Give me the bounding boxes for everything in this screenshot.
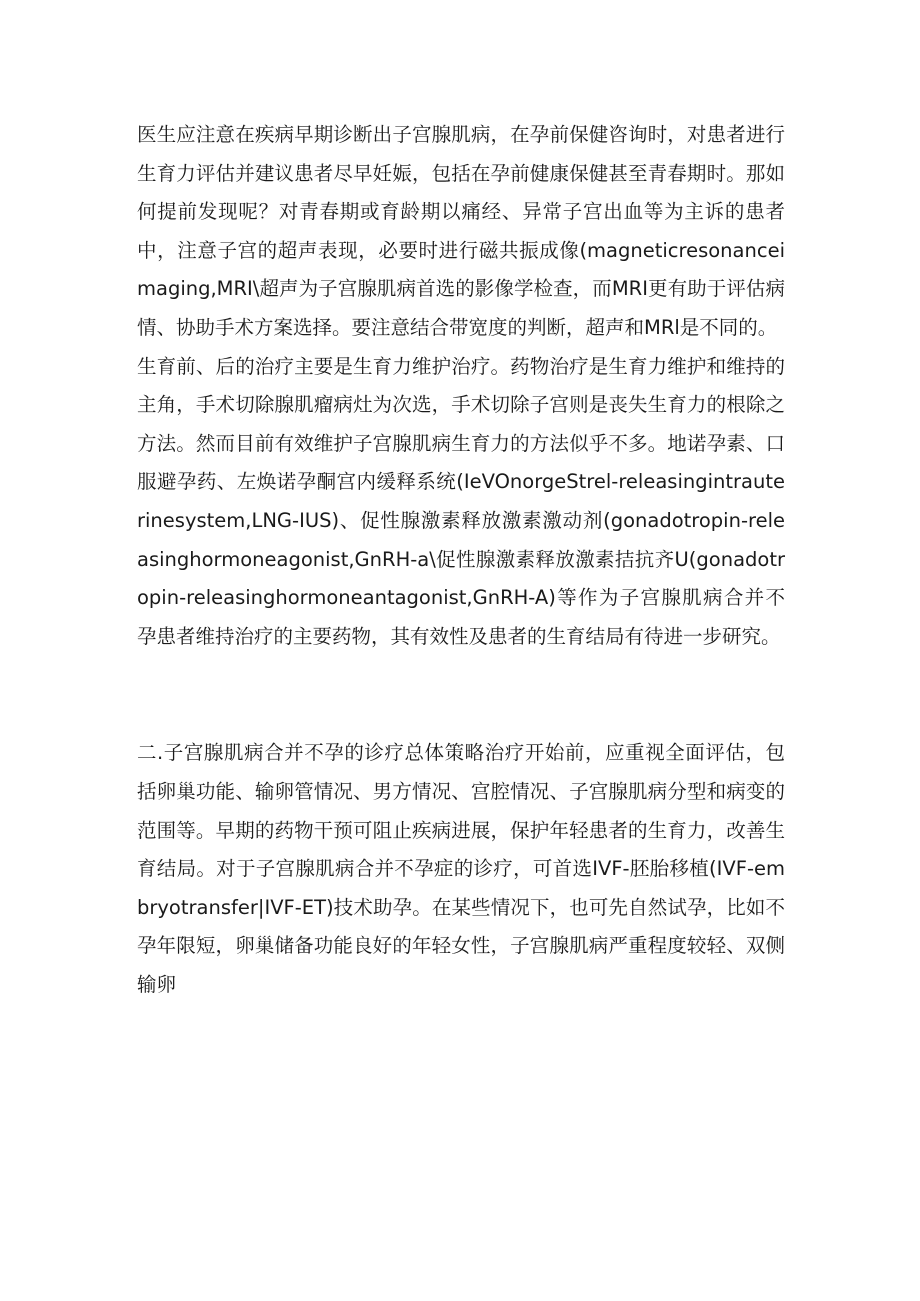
document-page xyxy=(137,116,785,1004)
paragraph-early-diagnosis: 医生应注意在疾病早期诊断出子宫腺肌病，在孕前保健咨询时，对患者进行生育力评估并建议患者尽早妊娠，包括在孕前健康保健甚至青春期时。那如何提前发现呢？对青春期或育龄期以痛经、异常子宫出血等为主诉的患者中，注意子宫的超声表现，必要时进行磁共振成像(magneticresonanceimaging,MRI\超声为子宫腺肌病首选的影像学检查，而MRI更有助于评估病情、协助手术方案选择。要注意结合带宽度的判断，超声和MRl是不同的。 xyxy=(137,123,785,339)
paragraph-overall-strategy: 二.子宫腺肌病合并不孕的诊疗总体策略治疗开始前，应重视全面评估，包括卵巢功能、输卵管情况、男方情况、宫腔情况、子宫腺肌病分型和病变的范围等。早期的药物干预可阻止疾病进展，保护年轻患者的生育力，改善生育结局。对于子宫腺肌病合并不孕症的诊疗，可首选IVF-胚胎移植(IVF-embryotransfer|IVF-ET)技术助孕。在某些情况下，也可先自然试孕，比如不孕年限短，卵巢储备功能良好的年轻女性，子宫腺肌病严重程度较轻、双侧输卵 xyxy=(137,741,785,996)
paragraph-fertility-treatment: 生育前、后的治疗主要是生育力维护治疗。药物治疗是生育力维护和维持的主角，手术切除腺肌瘤病灶为次选，手术切除子宫则是丧失生育力的根除之方法。然而目前有效维护子宫腺肌病生育力的方法似乎不多。地诺孕素、口服避孕药、左焕诺孕酮宫内缓释系统(IeVOnorgeStrel-releasingintrauterinesystem,LNG-IUS)、促性腺激素释放激素激动剂(gonadotropin-releasinghormoneagonist,GnRH-a\促性腺激素释放激素拮抗齐U(gonadotropin-releasinghormoneantagonist,GnRH-A)等作为子宫腺肌病合并不孕患者维持治疗的主要药物，其有效性及患者的生育结局有待进一步研究。 xyxy=(137,354,785,648)
paragraph-gap xyxy=(137,656,785,734)
